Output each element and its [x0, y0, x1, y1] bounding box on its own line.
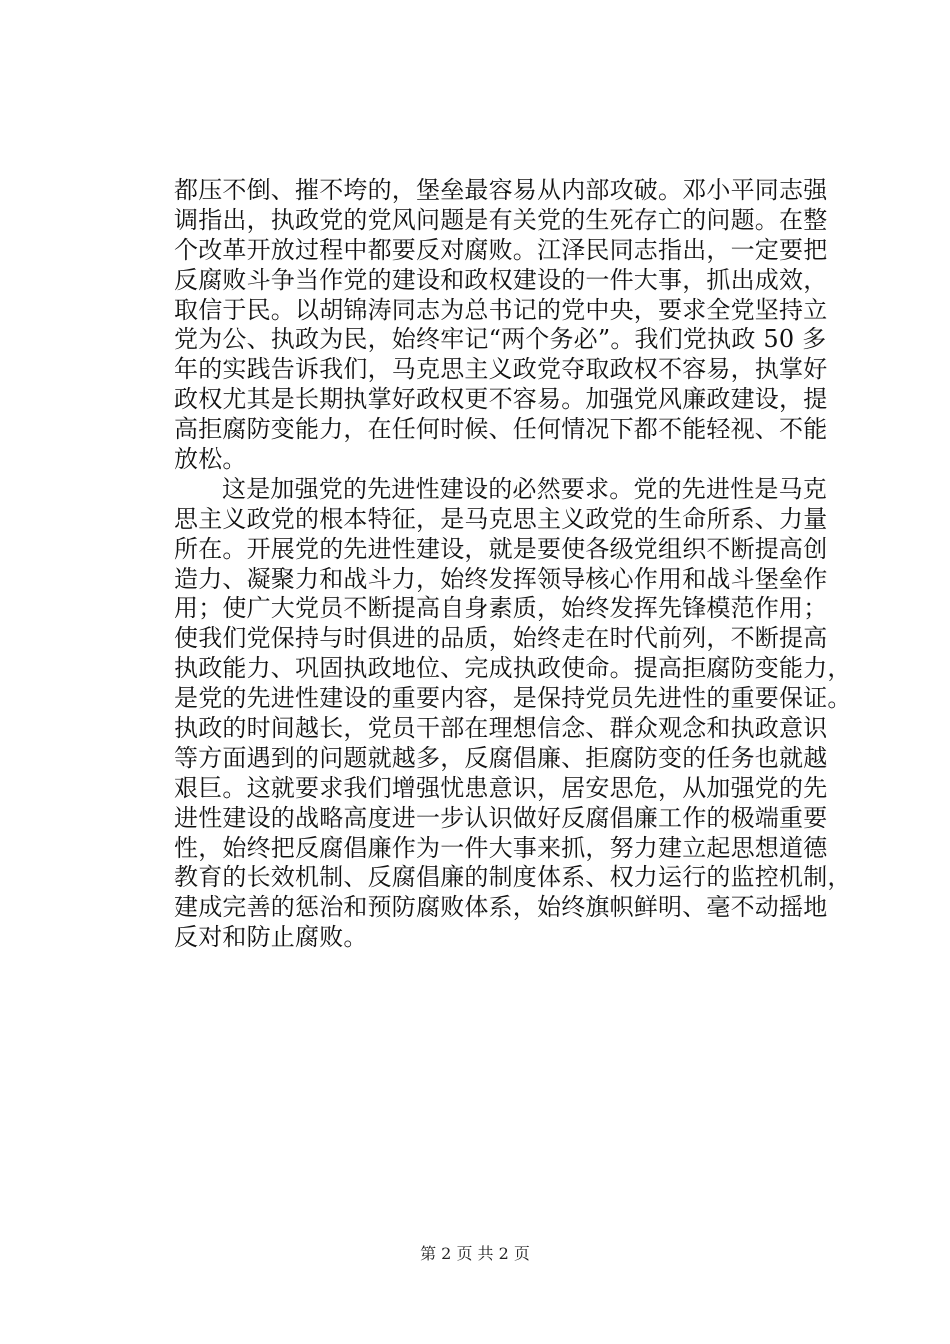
paragraph-line: 都压不倒、摧不垮的，堡垒最容易从内部攻破。邓小平同志强	[174, 176, 828, 204]
paragraph-line: 所在。开展党的先进性建设，就是要使各级党组织不断提高创	[174, 534, 828, 563]
paragraph-line: 放松。	[174, 445, 247, 474]
paragraph-line: 等方面遇到的问题就越多，反腐倡廉、拒腐防变的任务也就越	[174, 743, 828, 772]
paragraph-1	[174, 176, 828, 475]
paragraph-line: 使我们党保持与时俱进的品质，始终走在时代前列，不断提高	[174, 624, 828, 653]
paragraph-line: 思主义政党的根本特征，是马克思主义政党的生命所系、力量	[174, 504, 828, 533]
paragraph-line: 进性建设的战略高度进一步认识做好反腐倡廉工作的极端重要	[174, 803, 828, 832]
paragraph-2	[174, 474, 852, 953]
paragraph-line: 年的实践告诉我们，马克思主义政党夺取政权不容易，执掌好	[174, 355, 828, 384]
paragraph-line: 个改革开放过程中都要反对腐败。江泽民同志指出，一定要把	[174, 235, 828, 264]
paragraph-line: 艰巨。这就要求我们增强忧患意识，居安思危，从加强党的先	[174, 773, 828, 802]
document-body	[174, 176, 852, 953]
page-number: 第 2 页 共 2 页	[420, 1244, 530, 1263]
paragraph-line: 性，始终把反腐倡廉作为一件大事来抓，努力建立起思想道德	[174, 833, 828, 862]
paragraph-line: 政权尤其是长期执掌好政权更不容易。加强党风廉政建设，提	[174, 385, 828, 414]
paragraph-line: 反腐败斗争当作党的建设和政权建设的一件大事，抓出成效，	[174, 265, 828, 294]
paragraph-line: 反对和防止腐败。	[174, 923, 368, 952]
paragraph-line: 党为公、执政为民，始终牢记“两个务必”。我们党执政 50 多	[174, 325, 827, 354]
paragraph-line: 建成完善的惩治和预防腐败体系，始终旗帜鲜明、毫不动摇地	[174, 893, 828, 922]
paragraph-line: 这是加强党的先进性建设的必然要求。党的先进性是马克	[222, 474, 827, 503]
paragraph-line: 执政的时间越长，党员干部在理想信念、群众观念和执政意识	[174, 714, 828, 743]
paragraph-line: 造力、凝聚力和战斗力，始终发挥领导核心作用和战斗堡垒作	[174, 564, 828, 593]
paragraph-line: 是党的先进性建设的重要内容，是保持党员先进性的重要保证。	[174, 684, 852, 713]
paragraph-line: 调指出，执政党的党风问题是有关党的生死存亡的问题。在整	[174, 205, 828, 234]
paragraph-line: 执政能力、巩固执政地位、完成执政使命。提高拒腐防变能力，	[174, 654, 852, 683]
paragraph-line: 教育的长效机制、反腐倡廉的制度体系、权力运行的监控机制，	[174, 863, 852, 892]
paragraph-line: 用；使广大党员不断提高自身素质，始终发挥先锋模范作用；	[174, 594, 828, 623]
paragraph-line: 取信于民。以胡锦涛同志为总书记的党中央，要求全党坚持立	[174, 295, 828, 324]
page-footer	[0, 1244, 950, 1264]
paragraph-line: 高拒腐防变能力，在任何时候、任何情况下都不能轻视、不能	[174, 415, 828, 444]
